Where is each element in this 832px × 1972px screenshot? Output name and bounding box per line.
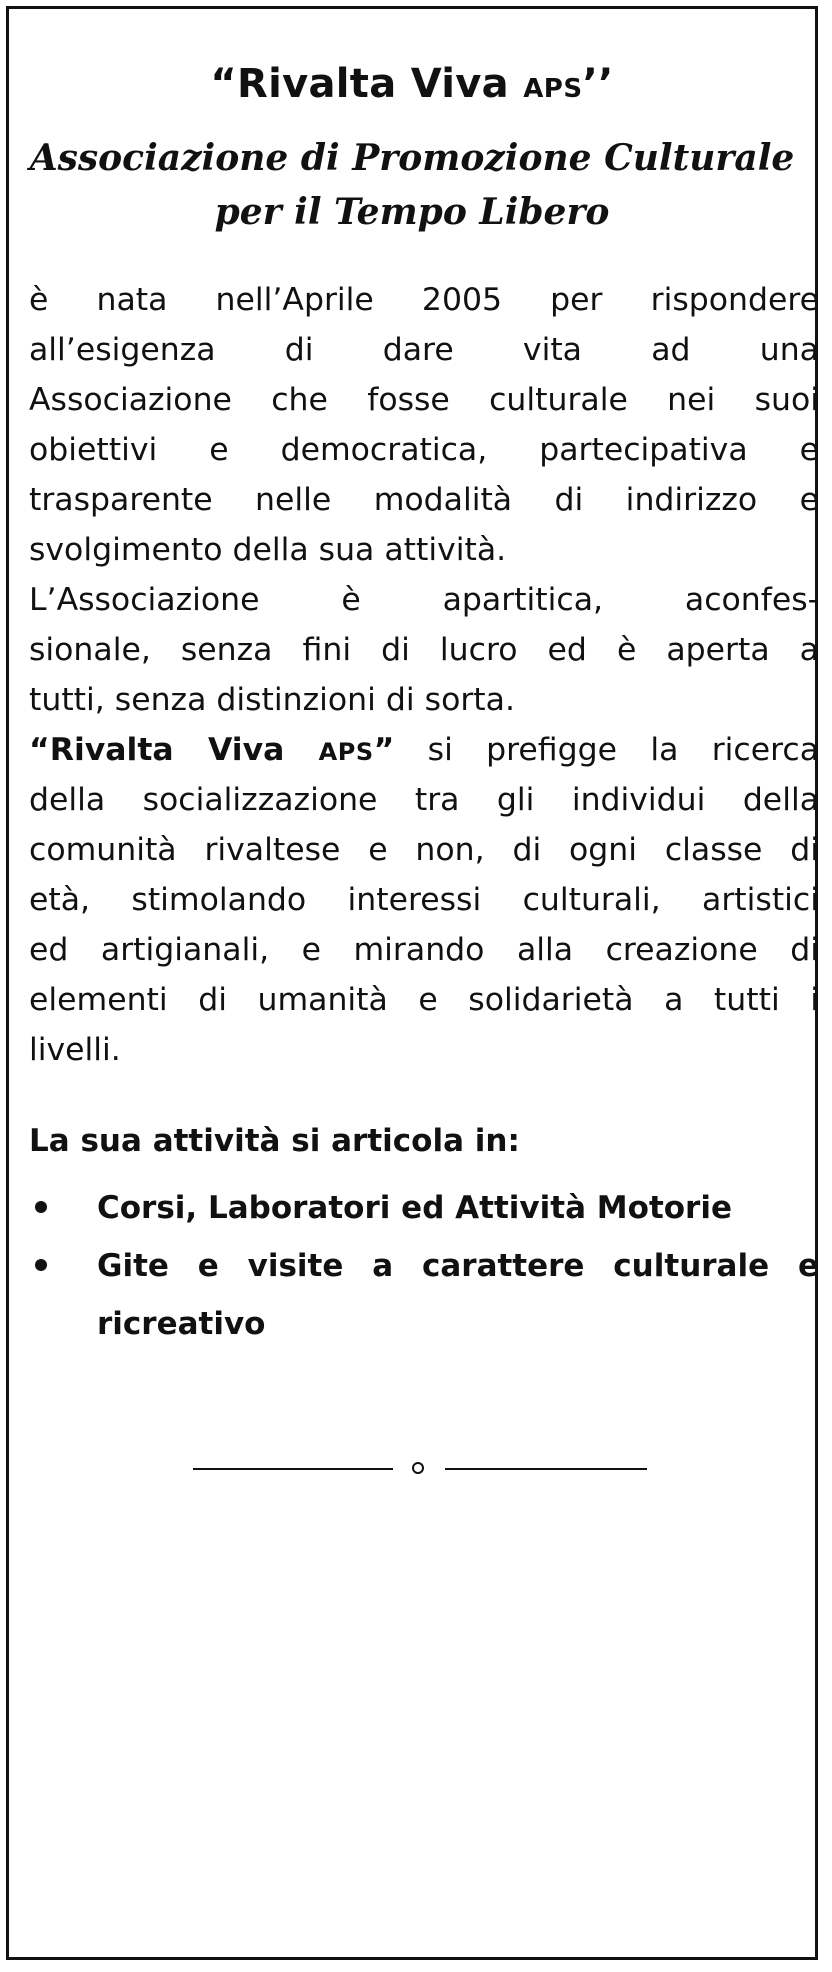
association-name-main: “Rivalta Viva <box>29 732 285 768</box>
paragraph3-line: livelli. <box>29 1032 121 1068</box>
paragraph3-line: elementi di umanità e solidarietà a tutti i <box>29 982 819 1018</box>
paragraph2-line: L’Associazione è apartitica, aconfes- <box>29 582 819 618</box>
paragraph3-line: ed artigianali, e mirando alla creazione di <box>29 932 819 968</box>
title-aps: APS <box>523 74 583 104</box>
paragraph1-line: obiettivi e democratica, partecipativa e <box>29 432 819 468</box>
title-main: “Rivalta Viva <box>210 61 509 107</box>
paragraph1-line: Associazione che fosse culturale nei suoi <box>29 382 819 418</box>
subtitle-line-1: Associazione di Promozione Culturale <box>29 137 795 179</box>
bullet-icon <box>35 1259 47 1271</box>
paragraph3-first-line-rest: si prefigge la ricerca <box>427 732 819 768</box>
paragraph3-line: comunità rivaltese e non, di ogni classe di <box>29 832 819 868</box>
list-item <box>29 1179 819 1237</box>
paragraph3-line: della socializzazione tra gli individui della <box>29 782 819 818</box>
paragraph1-line: è nata nell’Aprile 2005 per rispondere <box>29 282 819 318</box>
paragraph1-line: all’esigenza di dare vita ad una <box>29 332 819 368</box>
title-close: ’’ <box>582 61 614 107</box>
list-item <box>29 1237 819 1353</box>
flyer-page <box>6 6 818 1960</box>
association-name <box>29 732 394 768</box>
paragraph1-line: svolgimento della sua attività. <box>29 532 507 568</box>
paragraph1-line: trasparente nelle modalità di indirizzo e <box>29 482 819 518</box>
association-name-close: ” <box>373 732 395 768</box>
activities-list <box>29 1179 819 1353</box>
list-item-text: Corsi, Laboratori ed Attività Motorie <box>97 1190 733 1226</box>
paragraph3-first-line <box>29 725 819 775</box>
divider-rule-right <box>445 1468 647 1470</box>
list-item-text: Gite e visite a carattere culturale e <box>97 1248 819 1284</box>
activities-heading: La sua attività si articola in: <box>29 1123 520 1159</box>
paragraph2-line: tutti, senza distinzioni di sorta. <box>29 682 515 718</box>
bullet-icon <box>35 1201 47 1213</box>
divider-rule-left <box>193 1468 393 1470</box>
section-divider <box>193 1459 647 1479</box>
paragraph2-line: sionale, senza fini di lucro ed è aperta a <box>29 632 819 668</box>
list-item-text-continued: ricreativo <box>97 1306 266 1342</box>
subtitle-line-2: per il Tempo Libero <box>214 191 610 233</box>
association-name-aps: APS <box>318 738 374 766</box>
page-title <box>9 61 815 107</box>
divider-circle-icon <box>412 1462 424 1474</box>
description-text <box>29 275 819 1075</box>
paragraph3-line: età, stimolando interessi culturali, artistici <box>29 882 819 918</box>
